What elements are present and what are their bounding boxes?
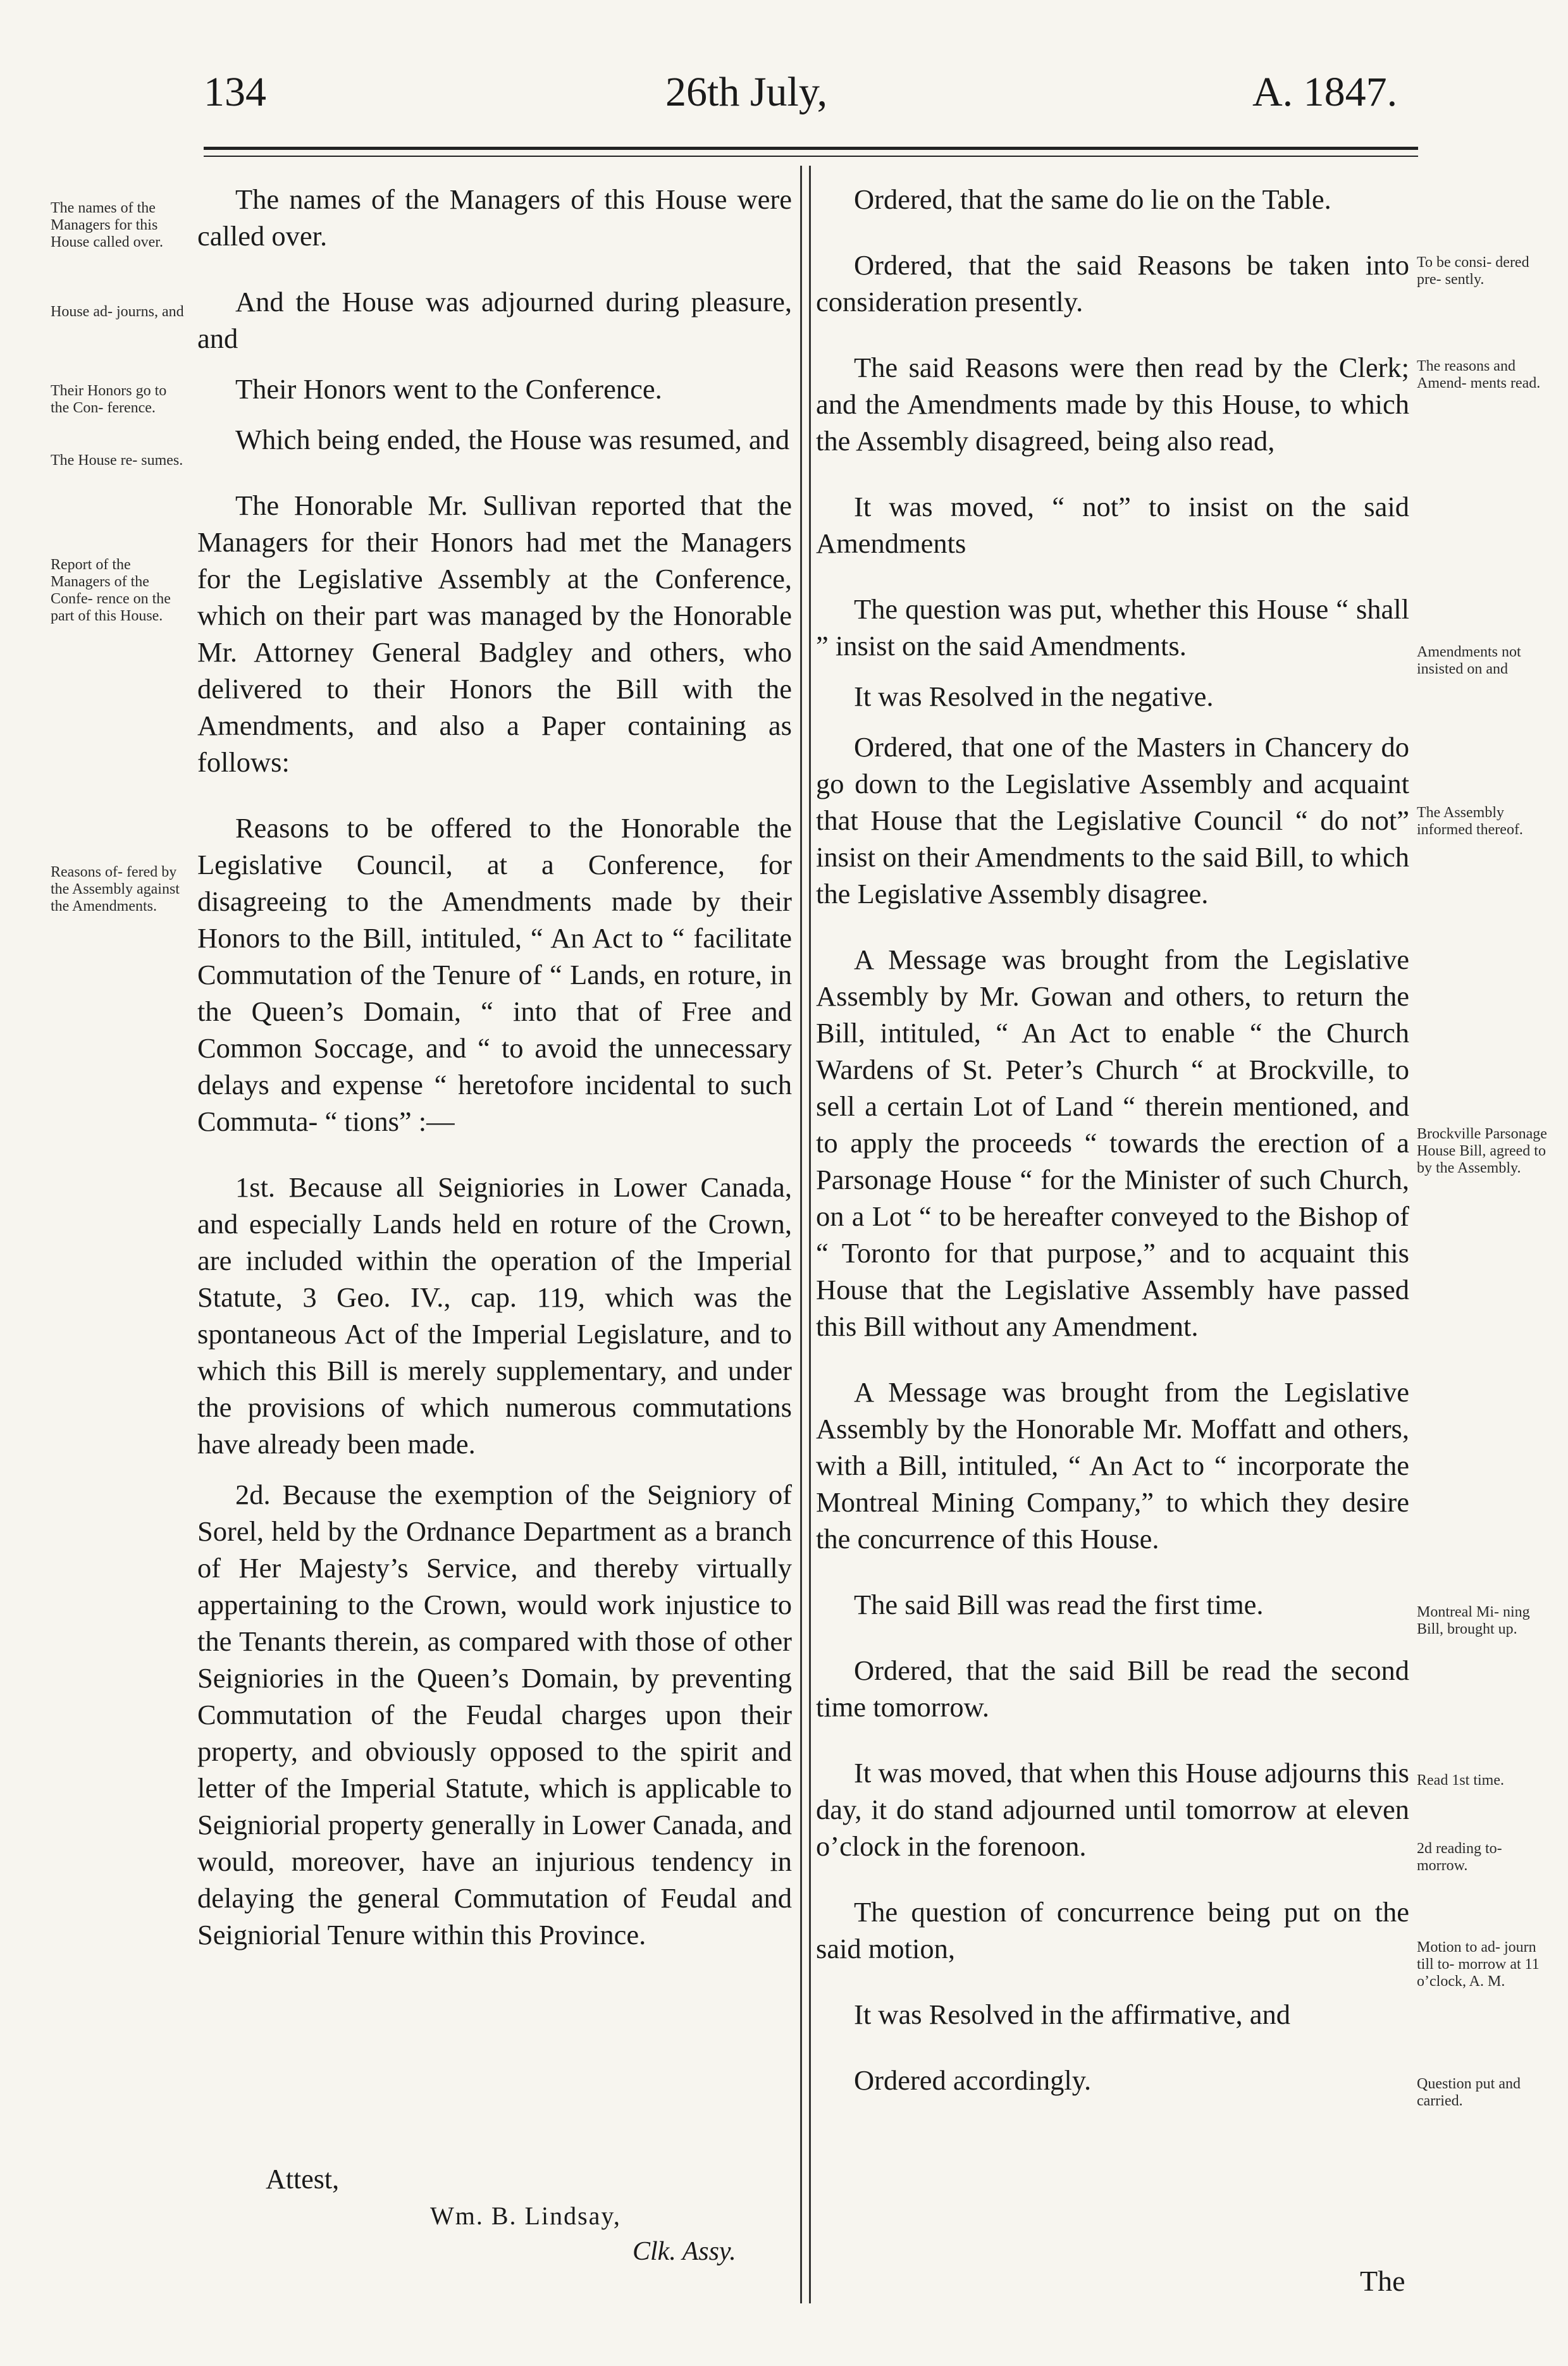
right-paragraph-12: It was moved, that when this House adjourns this day, it do stand adjourned until tomorrow at eleven o’clock in the forenoon. <box>816 1757 1409 1862</box>
left-paragraph-4: Which being ended, the House was resumed, and <box>235 424 790 455</box>
header-date: 26th July, <box>665 69 828 115</box>
right-paragraph-6: It was Resolved in the negative. <box>854 681 1214 712</box>
margin-note-report-of-managers: Report of the Managers of the Confe- rence on the part of this House. <box>51 557 171 624</box>
left-paragraph-6: Reasons to be offered to the Honorable the Legislative Council, at a Conference, for disagreeing to the Amendments made by their Honors to the Bill, intituled, “ An Act to “ facilitate Commutation of the Tenure of “ Lands, en roture, in the Queen’s Domain, “ into that of Free and Common Soccage, and “ to avoid the unnecessary delays and expense “ heretofore incidental to such Commuta- “ tions” :— <box>197 812 792 1137</box>
left-paragraph-7: 1st. Because all Seigniories in Lower Canada, and especially Lands held en roture of the Crown, are included within the operation of the Imperial Statute, 3 Geo. IV., cap. 119, which was the spontaneous Act of the Imperial Legislature, and to which this Bill is merely supplementary, and under the provisions of which numerous commutations have already been made. <box>197 1171 792 1460</box>
right-paragraph-10: The said Bill was read the first time. <box>854 1589 1264 1620</box>
margin-note-amendments-not-insisted: Amendments not insisted on and <box>1417 644 1521 677</box>
margin-note-montreal-bill: Montreal Mi- ning Bill, brought up. <box>1417 1604 1530 1637</box>
margin-note-reasons-read: The reasons and Amend- ments read. <box>1417 358 1541 391</box>
header-rule-thin <box>204 156 1418 157</box>
header-year: A. 1847. <box>1252 69 1398 115</box>
margin-note-house-resumes: The House re- sumes. <box>51 452 183 469</box>
left-column <box>197 181 792 1953</box>
right-paragraph-4: It was moved, “ not” to insist on the said Amendments <box>816 491 1409 559</box>
margin-note-to-be-considered: To be consi- dered pre- sently. <box>1417 254 1529 288</box>
right-paragraph-3: The said Reasons were then read by the Clerk; and the Amendments made by this House, to which the Assembly disagreed, being also read, <box>816 352 1409 457</box>
left-paragraph-5: The Honorable Mr. Sullivan reported that the Managers for their Honors had met the Managers for the Legislative Assembly at the Conference, which on their part was managed by the Honorable Mr. Attorney General Badgley and others, who delivered to their Honors the Bill with the Amendments, and also a Paper containing as follows: <box>197 490 792 778</box>
column-divider-right <box>809 166 811 2303</box>
right-paragraph-5: The question was put, whether this House “ shall ” insist on the said Amendments. <box>816 593 1409 662</box>
right-paragraph-11: Ordered, that the said Bill be read the second time tomorrow. <box>816 1654 1409 1723</box>
margin-note-managers-called: The names of the Managers for this House called over. <box>51 200 163 250</box>
signer-name: Wm. B. Lindsay, <box>430 2202 621 2230</box>
header-rule-thick <box>204 147 1418 150</box>
right-paragraph-14: It was Resolved in the affirmative, and <box>854 1999 1290 2030</box>
margin-note-house-adjourns: House ad- journs, and <box>51 304 184 320</box>
right-paragraph-9: A Message was brought from the Legislative Assembly by the Honorable Mr. Moffatt and others, with a Bill, intituled, “ An Act to “ incorporate the Montreal Mining Company,” to which they desire the concurrence of this House. <box>816 1376 1409 1555</box>
margin-note-question-carried: Question put and carried. <box>1417 2076 1521 2109</box>
margin-note-honors-conference: Their Honors go to the Con- ference. <box>51 383 167 416</box>
catchword: The <box>1360 2265 1405 2297</box>
right-column <box>816 181 1409 2098</box>
left-paragraph-1: The names of the Managers of this House were called over. <box>197 183 792 252</box>
right-paragraph-2: Ordered, that the said Reasons be taken into consideration presently. <box>816 249 1409 317</box>
column-divider-left <box>800 166 802 2303</box>
right-paragraph-1: Ordered, that the same do lie on the Table. <box>854 183 1331 215</box>
signer-title: Clk. Assy. <box>633 2237 736 2266</box>
margin-note-read-first-time: Read 1st time. <box>1417 1772 1504 1789</box>
margin-note-brockville-bill: Brockville Parsonage House Bill, agreed to by the Assembly. <box>1417 1126 1547 1176</box>
margin-note-second-reading: 2d reading to- morrow. <box>1417 1840 1502 1874</box>
left-paragraph-8: 2d. Because the exemption of the Seigniory of Sorel, held by the Ordnance Department as a branch of Her Majesty’s Service, and thereby virtually appertaining to the Crown, would work injustice to the Tenants therein, as compared with those of other Seigniories in the Queen’s Domain, by preventing Commutation of the Feudal charges upon their property, and obviously opposed to the spirit and letter of the Imperial Statute, which is applicable to Seigniorial property generally in Lower Canada, and would, moreover, have an injurious tendency in delaying the general Commutation of Feudal and Seigniorial Tenure within this Province. <box>197 1479 792 1950</box>
attest-label: Attest, <box>266 2164 340 2195</box>
left-paragraph-2: And the House was adjourned during pleasure, and <box>197 286 792 354</box>
page-header <box>0 61 1568 124</box>
margin-note-motion-adjourn: Motion to ad- journ till to- morrow at 11 o’clock, A. M. <box>1417 1939 1540 1990</box>
right-paragraph-15: Ordered accordingly. <box>854 2064 1092 2096</box>
left-paragraph-3: Their Honors went to the Conference. <box>235 373 662 405</box>
margin-note-assembly-informed: The Assembly informed thereof. <box>1417 804 1523 838</box>
right-paragraph-13: The question of concurrence being put on the said motion, <box>816 1896 1409 1964</box>
right-paragraph-8: A Message was brought from the Legislative Assembly by Mr. Gowan and others, to return the Bill, intituled, “ An Act to enable “ the Church Wardens of St. Peter’s Church “ at Brockville, to sell a certain Lot of Land “ therein mentioned, and to apply the proceeds “ towards the erection of a Parsonage House “ for the Minister of such Church, on a Lot “ to be hereafter conveyed to the Bishop of “ Toronto for that purpose,” and to acquaint this House that the Legislative Assembly have passed this Bill without any Amendment. <box>816 944 1409 1342</box>
right-paragraph-7: Ordered, that one of the Masters in Chancery do go down to the Legislative Assembly and acquaint that House that the Legislative Council “ do not” insist on their Amendments to the said Bill, to which the Legislative Assembly disagree. <box>816 731 1409 909</box>
margin-note-reasons-offered: Reasons of- fered by the Assembly against the Amendments. <box>51 864 180 915</box>
page-number: 134 <box>204 69 266 115</box>
